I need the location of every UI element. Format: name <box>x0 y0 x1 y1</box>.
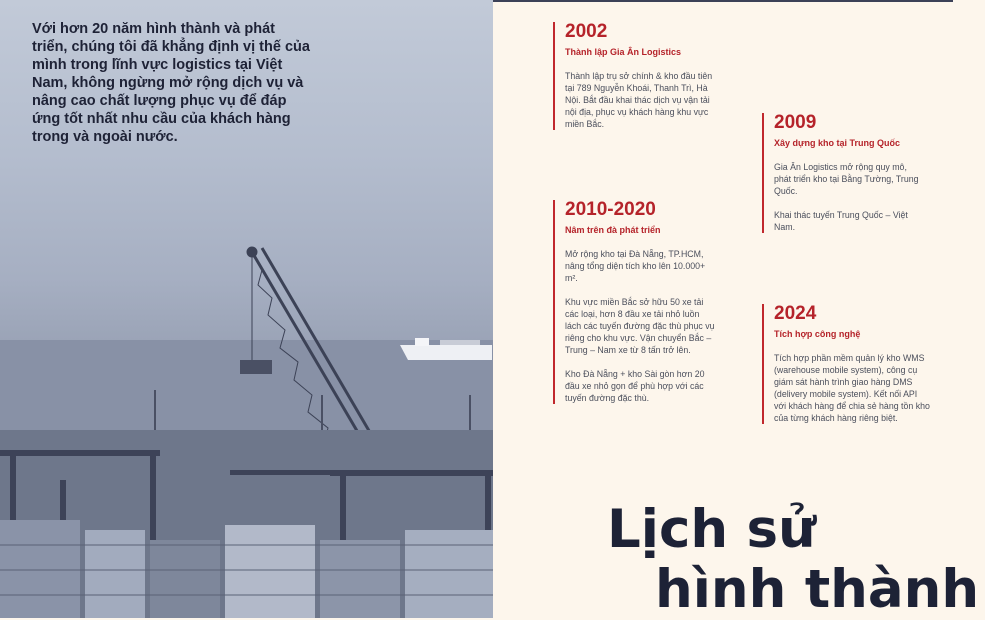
timeline-text: Kho Đà Nẵng + kho Sài gòn hơn 20 đầu xe nhỏ gọn để phù hợp với các tuyến đường đặc thù. <box>565 369 705 403</box>
timeline-title: Nâm trên đà phát triển <box>565 225 661 235</box>
timeline-text: Khu vực miền Bắc sở hữu 50 xe tải các loại, hơn 8 đầu xe tải nhỏ luồn lách các tuyến đường đặc thù phục vụ riêng cho khu vực. Vận chuyển Bắc – Trung – Nam xe từ 8 tấn trở lên. <box>565 297 715 355</box>
hero-photo-panel <box>0 0 493 618</box>
timeline-text: Thành lập trụ sở chính & kho đầu tiên tại 789 Nguyễn Khoái, Thanh Trì, Hà Nội. Bắt đầu khai thác dịch vụ vận tải nội địa, phục vụ khách hàng khu vực miền Bắc. <box>565 71 713 129</box>
timeline-title: Thành lập Gia Ân Logistics <box>565 47 682 57</box>
section-heading <box>607 500 985 620</box>
heading-line-2: hình thành <box>655 559 980 620</box>
timeline-text: Gia Ân Logistics mở rộng quy mô, phát triển kho tại Bằng Tường, Trung Quốc. <box>774 162 919 196</box>
timeline-year: 2002 <box>565 21 608 42</box>
timeline-entry-2002 <box>553 22 715 130</box>
timeline-year: 2009 <box>774 112 817 133</box>
intro-paragraph: Với hơn 20 năm hình thành và phát triển, chúng tôi đã khẳng định vị thế của mình trong lĩnh vực logistics tại Việt Nam, không ngừng mở rộng dịch vụ và nâng cao chất lượng phục vụ để đáp ứng tốt nhất nhu cầu của khách hàng trong và ngoài nước. <box>32 21 310 145</box>
timeline-entry-2010-2020 <box>553 200 717 404</box>
timeline-panel <box>493 0 985 618</box>
timeline-entry-2024 <box>762 304 930 424</box>
timeline-title: Tích hợp công nghệ <box>774 329 861 339</box>
timeline-text: Tích hợp phần mềm quản lý kho WMS (warehouse mobile system), công cụ giám sát hành trình giao hàng DMS (delivery mobile system). Kết nối API với khách hàng để chia sẻ hàng tồn kho của từng khách hàng riêng biệt. <box>774 353 930 423</box>
timeline-entry-2009 <box>762 113 926 233</box>
heading-line-1: Lịch sử <box>607 499 816 560</box>
timeline-year: 2024 <box>774 303 817 324</box>
timeline-year: 2010-2020 <box>565 199 656 220</box>
timeline-text: Khai thác tuyến Trung Quốc – Việt Nam. <box>774 210 908 232</box>
container-stacks <box>0 520 493 618</box>
timeline-title: Xây dựng kho tại Trung Quốc <box>774 138 901 148</box>
timeline-text: Mở rộng kho tại Đà Nẵng, TP.HCM, nâng tổng diện tích kho lên 10.000+ m². <box>565 249 706 283</box>
